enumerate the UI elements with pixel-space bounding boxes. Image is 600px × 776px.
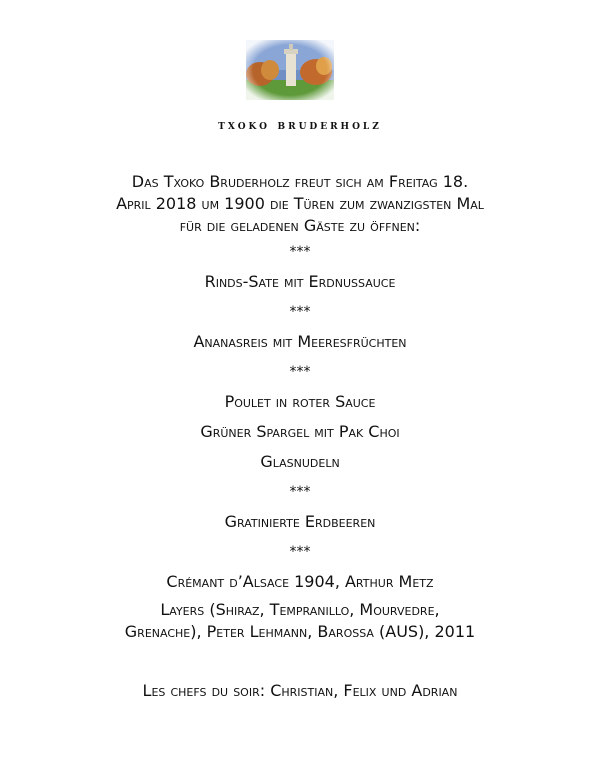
menu-course-2: Ananasreis mit Meeresfrüchten [193,332,407,351]
restaurant-title: txoko bruderholz [218,118,382,133]
separator-4: *** [289,484,311,500]
separator-1: *** [289,244,311,260]
wine-2-line-1: Layers (Shiraz, Tempranillo, Mourvedre, [160,600,440,619]
menu-course-3c: Glasnudeln [260,452,340,471]
separator-3: *** [289,364,311,380]
logo-image [246,40,334,100]
wine-2-line-2: Grenache), Peter Lehmann, Barossa (AUS), 2011 [124,622,476,641]
chefs-line: Les chefs du soir: Christian, Felix und Adrian [142,681,458,700]
menu-course-4: Gratinierte Erdbeeren [224,512,376,531]
intro-line-1: Das Txoko Bruderholz freut sich am Freitag 18. [131,172,469,191]
separator-2: *** [289,304,311,320]
intro-line-3: für die geladenen Gäste zu öffnen: [179,216,421,235]
menu-course-3b: Grüner Spargel mit Pak Choi [200,422,400,441]
intro-line-2: April 2018 um 1900 die Türen zum zwanzigsten Mal [116,194,484,213]
menu-course-3a: Poulet in roter Sauce [224,392,376,411]
wine-1: Crémant d’Alsace 1904, Arthur Metz [166,572,434,591]
tower-landscape-logo [246,40,334,100]
menu-course-1: Rinds-Sate mit Erdnussauce [204,272,396,291]
separator-5: *** [289,544,311,560]
